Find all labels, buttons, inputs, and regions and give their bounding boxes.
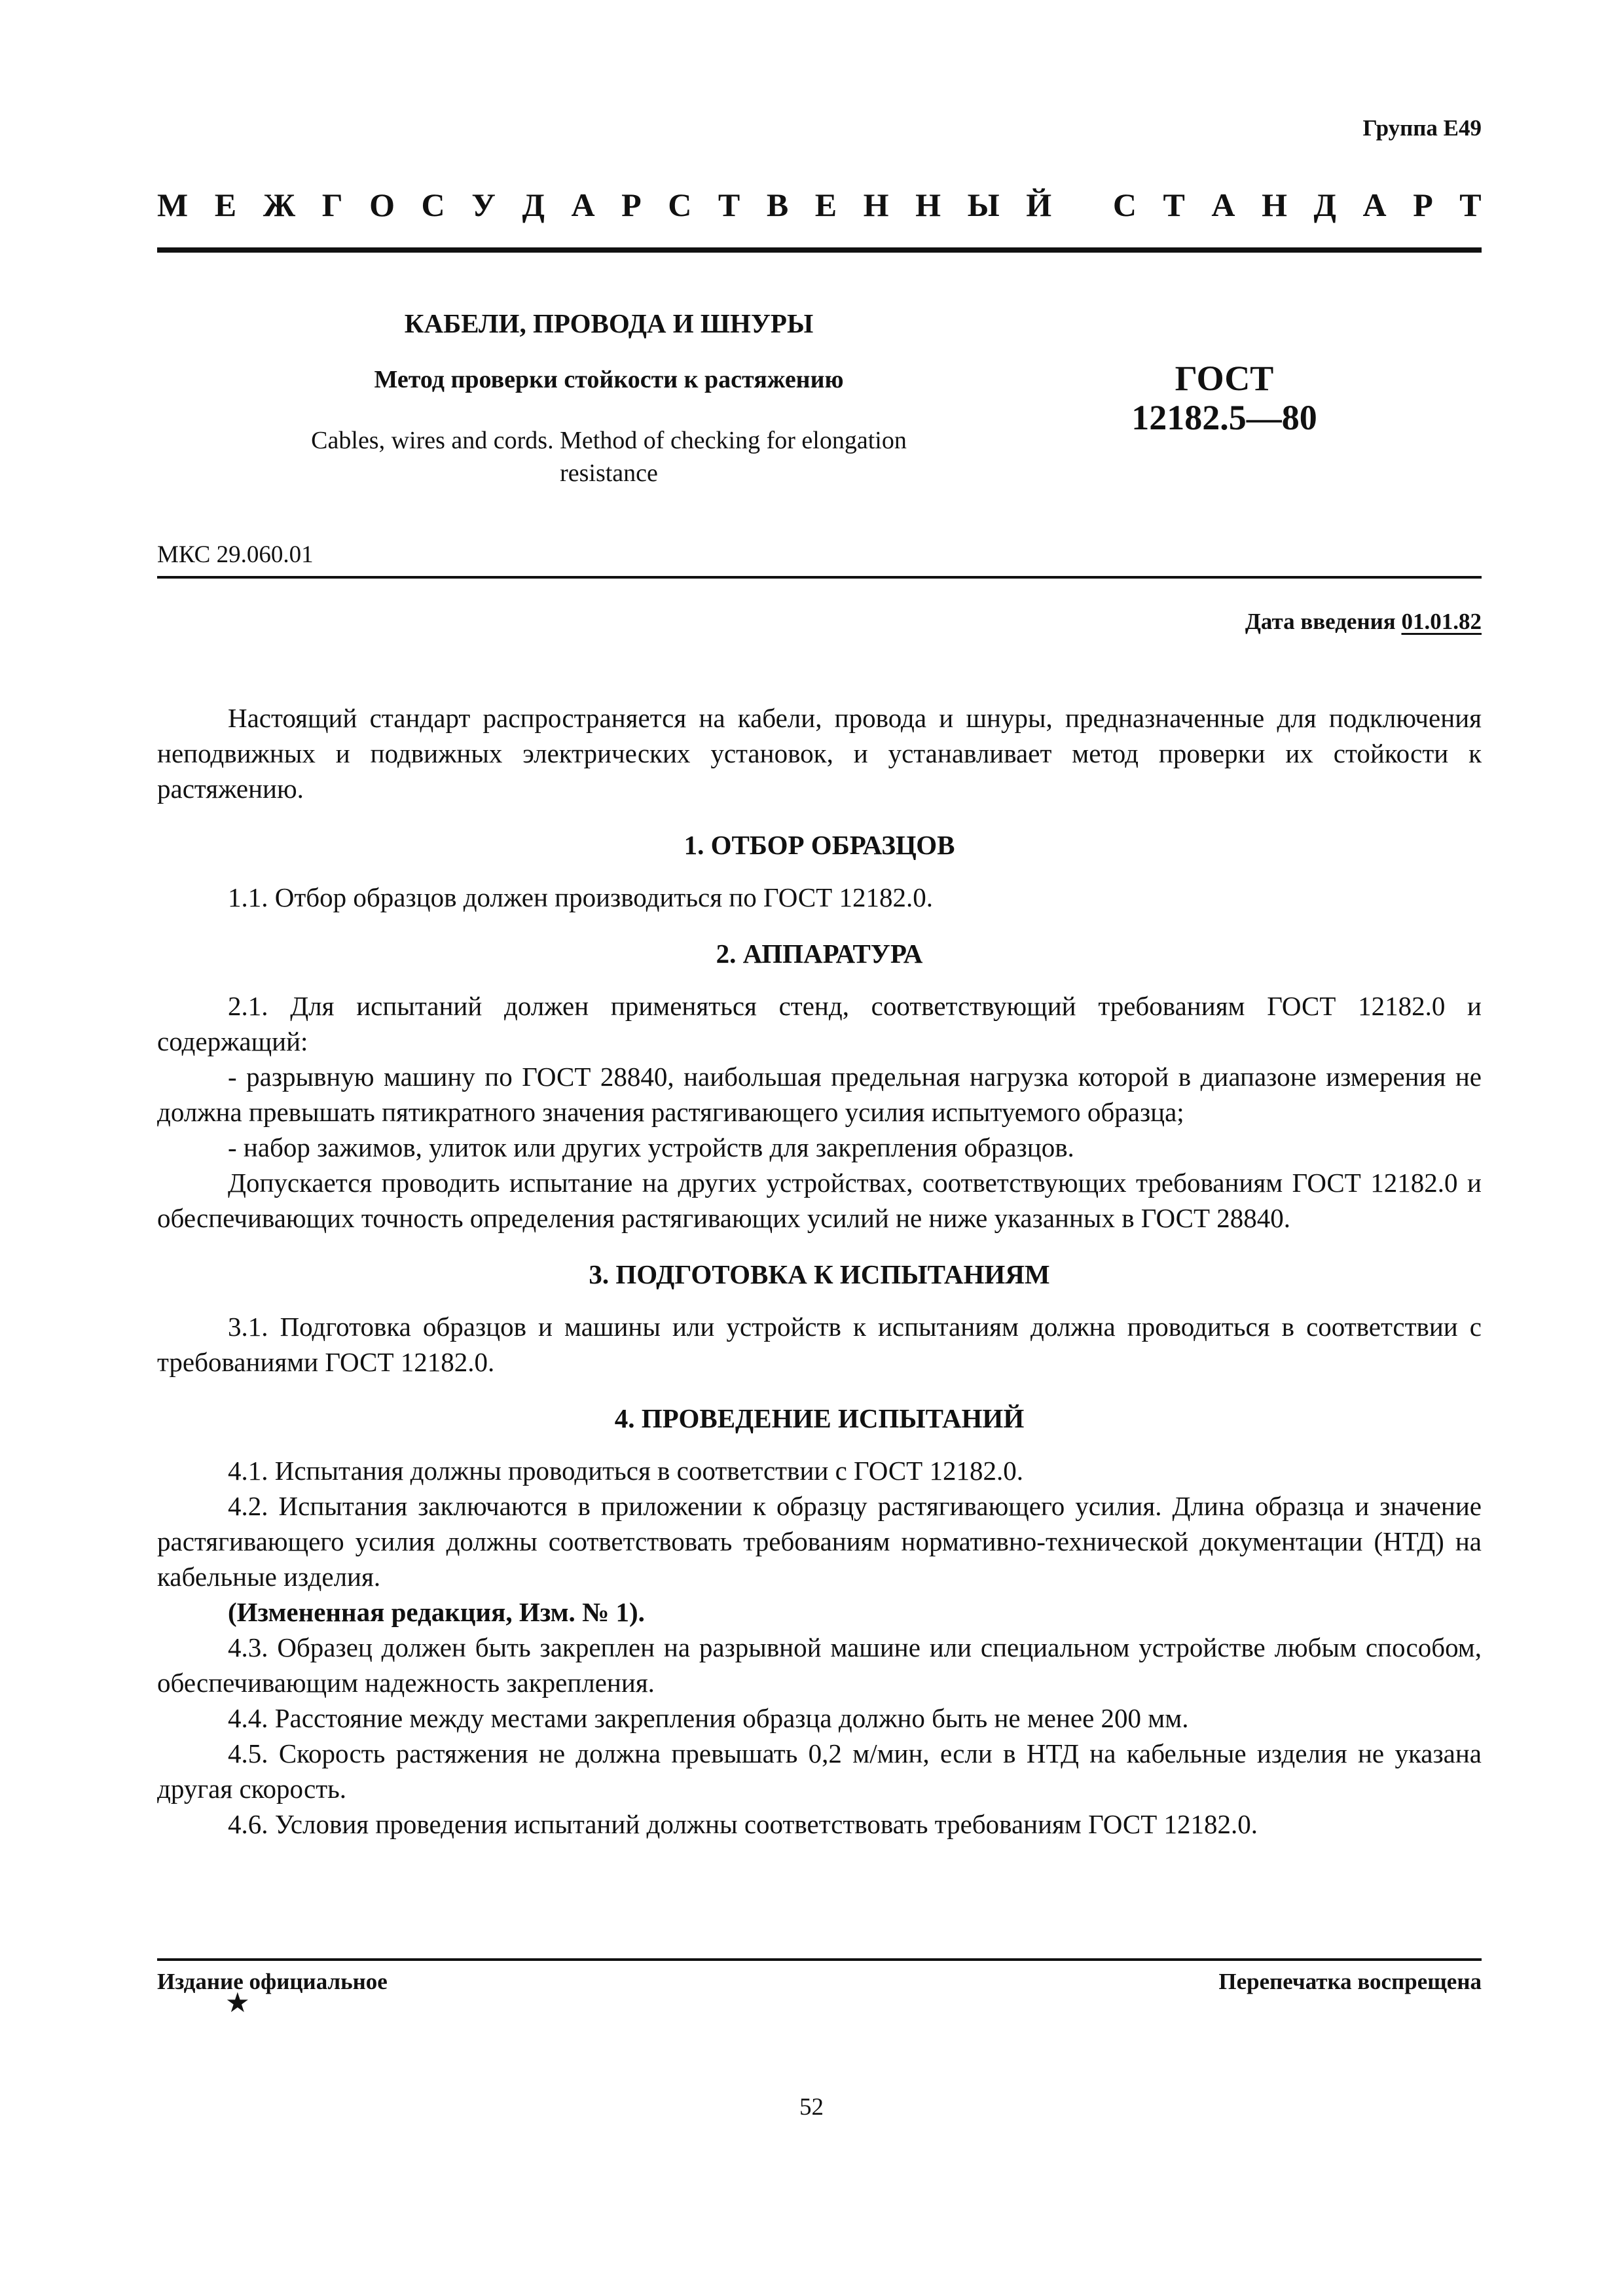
list-item: - разрывную машину по ГОСТ 28840, наибольшая предельная нагрузка которой в диапазоне измерения не должна превышать пятикратного значения растягивающего усилия испытуемого образца;	[157, 1062, 1482, 1127]
banner-letter: Т	[718, 187, 740, 223]
banner-letter: С	[668, 187, 692, 223]
banner-letter: Д	[522, 187, 545, 223]
list-item: - набор зажимов, улиток или других устройств для закрепления образцов.	[228, 1132, 1074, 1162]
banner-letter: Т	[1459, 187, 1482, 223]
gost-code: 12182.5—80	[1131, 398, 1317, 438]
banner-letter: Н	[863, 187, 889, 223]
banner-letter: Р	[621, 187, 642, 223]
banner-letter: О	[369, 187, 395, 223]
mks-code: МКС 29.060.01	[157, 541, 314, 568]
paragraph: Допускается проводить испытание на других устройствах, соответствующих требованиям ГОСТ 12182.0 и обеспечивающих точность определения растягивающих усилий не ниже указанных в ГОСТ 28840.	[157, 1168, 1482, 1233]
section-heading: 3. ПОДГОТОВКА К ИСПЫТАНИЯМ	[589, 1259, 1050, 1289]
gost-label: ГОСТ	[1175, 359, 1274, 398]
intro-date-label: Дата введения	[1245, 609, 1402, 634]
star-icon: ★	[225, 1988, 250, 2018]
banner-letter: В	[766, 187, 789, 223]
banner-letter: У	[471, 187, 496, 223]
banner-letter: А	[1211, 187, 1235, 223]
document-body	[157, 700, 1482, 1842]
english-title: Cables, wires and cords. Method of checking for elongation resistance	[311, 427, 907, 488]
amendment-note: (Измененная редакция, Изм. № 1).	[228, 1597, 645, 1627]
banner-letter: Ы	[967, 187, 1000, 223]
banner-letter: А	[571, 187, 595, 223]
banner-letter: С	[1112, 187, 1137, 223]
official-edition-label: Издание официальное	[157, 1969, 388, 1994]
banner-letter: Н	[1262, 187, 1287, 223]
paragraph: 4.5. Скорость растяжения не должна превышать 0,2 м/мин, если в НТД на кабельные изделия не указана другая скорость.	[157, 1738, 1482, 1804]
footer-rule	[157, 1958, 1482, 1961]
paragraph: 3.1. Подготовка образцов и машины или устройств к испытаниям должна проводиться в соответствии с требованиями ГОСТ 12182.0.	[157, 1312, 1482, 1377]
mks-rule	[157, 576, 1482, 579]
banner-letter: С	[421, 187, 445, 223]
banner-letter: Т	[1163, 187, 1185, 223]
paragraph: 4.3. Образец должен быть закреплен на разрывной машине или специальном устройстве любым способом, обеспечивающим надежность закрепления.	[157, 1632, 1482, 1698]
banner-letter: Г	[321, 187, 343, 223]
banner-letter: Е	[214, 187, 237, 223]
paragraph: 4.1. Испытания должны проводиться в соответствии с ГОСТ 12182.0.	[228, 1456, 1023, 1486]
paragraph: 2.1. Для испытаний должен применяться стенд, соответствующий требованиям ГОСТ 12182.0 и содержащий:	[157, 991, 1482, 1056]
title-block	[275, 308, 943, 490]
banner-letter: Е	[814, 187, 837, 223]
banner-letter: Н	[915, 187, 941, 223]
group-code: Группа Е49	[1362, 115, 1482, 141]
gost-number	[1074, 359, 1375, 438]
section-heading: 4. ПРОВЕДЕНИЕ ИСПЫТАНИЙ	[614, 1403, 1025, 1433]
page-number: 52	[799, 2094, 824, 2121]
banner-letter: М	[157, 187, 189, 223]
document-title: КАБЕЛИ, ПРОВОДА И ШНУРЫ	[404, 308, 814, 338]
interstate-standard-banner	[157, 188, 1482, 221]
reprint-prohibited-label: Перепечатка воспрещена	[1218, 1969, 1482, 1994]
section-heading: 1. ОТБОР ОБРАЗЦОВ	[684, 830, 955, 860]
banner-gap	[1078, 188, 1087, 221]
banner-letter: Й	[1026, 187, 1052, 223]
banner-letter: Р	[1413, 187, 1433, 223]
paragraph: 4.6. Условия проведения испытаний должны соответствовать требованиям ГОСТ 12182.0.	[228, 1809, 1258, 1839]
paragraph: 1.1. Отбор образцов должен производиться по ГОСТ 12182.0.	[228, 882, 933, 912]
header-rule	[157, 247, 1482, 253]
document-subtitle: Метод проверки стойкости к растяжению	[374, 366, 844, 393]
intro-paragraph: Настоящий стандарт распространяется на кабели, провода и шнуры, предназначенные для подключения неподвижных и подвижных электрических установок, и устанавливает метод проверки их стойкости к растяжению.	[157, 703, 1482, 804]
intro-date-value: 01.01.82	[1401, 609, 1482, 634]
introduction-date	[1245, 609, 1482, 635]
section-heading: 2. АППАРАТУРА	[716, 939, 923, 969]
banner-letter: Д	[1313, 187, 1336, 223]
banner-letter: А	[1362, 187, 1387, 223]
paragraph: 4.4. Расстояние между местами закрепления образца должно быть не менее 200 мм.	[228, 1703, 1189, 1733]
paragraph: 4.2. Испытания заключаются в приложении к образцу растягивающего усилия. Длина образца и значение растягивающего усилия должны соответствовать требованиям нормативно-технической документации (НТД) на кабельные изделия.	[157, 1491, 1482, 1592]
banner-letter: Ж	[263, 187, 296, 223]
